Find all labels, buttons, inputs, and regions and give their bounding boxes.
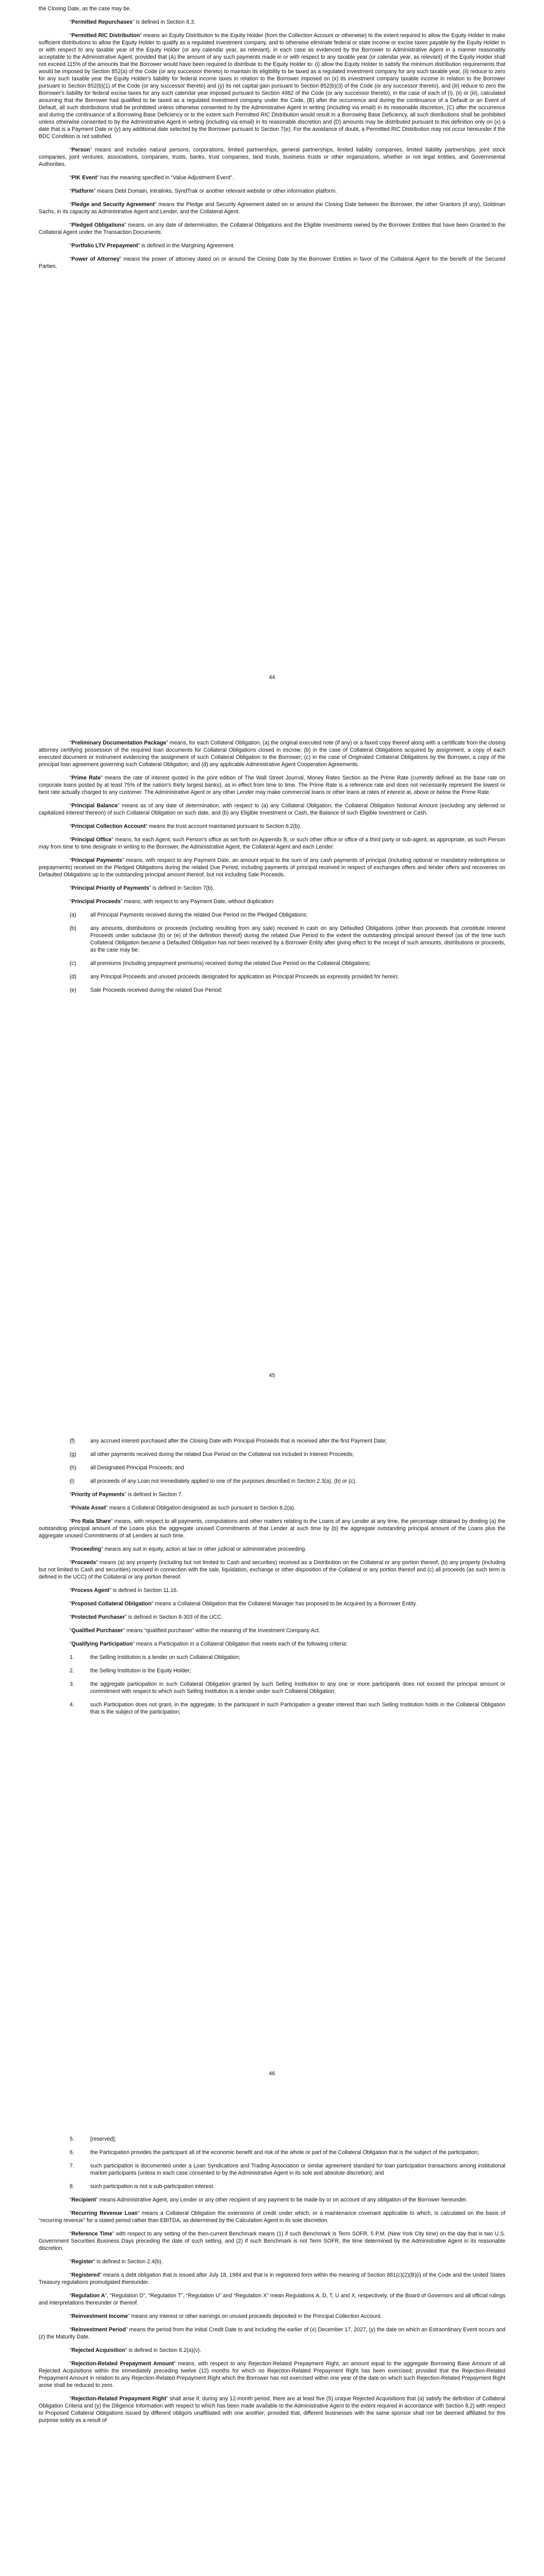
defined-term: Pledged Obligations [71,222,125,228]
definition: “Pro Rata Share” means, with respect to all payments, computations and other matters relating to the Loans of any Lender at any time, the percentage obtained by dividing (a) the outstanding principal amount of the Loans plus the aggregate unused Commitments of that Lender at such time by (b) the aggregate outstanding principal amount of the Loans plus the aggregate unused Commitments of all Lenders at such time. [39,1518,505,1539]
defined-term: Rejection-Related Prepayment Right [71,2396,167,2402]
definition: “Recipient” means Administrative Agent, any Lender or any other recipient of any payment to be made by or on account of any obligation of the Borrower hereunder. [70,2197,468,2203]
criteria-item: 8. such participation is not a sub-participation interest. [70,2183,215,2190]
defined-term: PIK Event [71,175,97,181]
definition: “Pledged Obligations” means, on any date of determination, the Collateral Obligations and the Eligible Investments owned by the Borrower Entities that have been Granted to the Collateral Agent under the Transaction Documents. [39,222,506,235]
clause-item: (f) any accrued interest purchased after the Closing Date with Principal Proceeds that is received after the first Payment Date; [70,1438,387,1444]
defined-term: Protected Purchaser [71,1614,125,1620]
defined-term: Principal Office [71,837,112,843]
page-47 [0,2102,544,2576]
clause-item: (g) all other payments received during the related Due Period on the Collateral not included in Interest Proceeds; [70,1451,354,1458]
definition: “Principal Payments” means, with respect to any Payment Date, an amount equal to the sum of any cash payments of principal (including optional or mandatory redemptions or prepayments) received on the Pledged Obligations during the related Due Period, including payments of principal received in respect of exchanges offers and tender offers and recoveries on Defaulted Obligations up to the outstanding principal amount thereof, but not including Sale Proceeds. [39,857,505,878]
page-number: 46 [269,2071,275,2077]
definition: “Prime Rate” means the rate of interest quoted in the print edition of The Wall Street Journal, Money Rates Section as the Prime Rate (currently defined as the base rate on corporate loans posted by at least 75% of the nation's thirty largest banks), as in effect from time to time. The Prime Rate is a reference rate and does not necessarily represent the lowest or best rate actually charged to any customer. The Administrative Agent or any other Lender may make commercial loans or other loans at rates of interest at, above or below the Prime Rate. [39,775,505,795]
defined-term: Proceeding [71,1546,102,1552]
lead-text: the Closing Date, as the case may be. [39,6,131,12]
definition: “Register” is defined in Section 2.4(b). [70,2259,163,2265]
defined-term: Private Asset [71,1505,106,1511]
definition: “Reinvestment Income” means any interest or other earnings on unused proceeds deposited in the Principal Collection Account. [70,2313,382,2319]
definition: “Proceeding” means any suit in equity, action at law or other judicial or administrative proceeding. [70,1546,307,1552]
defined-term: Regulation A [71,2293,105,2299]
page-45 [0,706,544,1404]
definition: “Qualifying Participation” means a Participation in a Collateral Obligation that meets each of the following criteria: [70,1641,348,1647]
definition: “Principal Collection Account” means the trust account maintained pursuant to Section 6.2(b). [70,823,302,829]
definition: “Reinvestment Period” means the period from the Initial Credit Date to and including the earlier of (x) December 17, 2027, (y) the date on which an Extraordinary Event occurs and (z) the Maturity Date. [39,2327,505,2340]
defined-term: Principal Collection Account [71,823,146,829]
definition: “Person” means and includes natural persons, corporations, limited partnerships, general partnerships, limited liability companies, limited liability partnerships, joint stock companies, joint ventures, associations, companies, trusts, banks, trust companies, land trusts, business trusts or other organizations, whether or not legal entities, and Governmental Authorities. [39,147,505,167]
definition: “Permitted RIC Distribution” means an Equity Distribution to the Equity Holder (from the Collection Account or otherwise) to the extent required to allow the Equity Holder to make sufficient distributions to allow the Equity Holder to qualify as a regulated investment company, and to otherwise eliminate federal or state income or excise taxes payable by the Equity Holder in or with respect to any taxable year of the Equity Holder (or any calendar year, as relevant), in each case as evidenced by the Borrower to Administrative Agent in a manner reasonably acceptable to the Administrative Agent; provided that (A) the amount of any such payments made in or with respect to any taxable year (or calendar year, as relevant) of the Equity Holder shall not exceed 115% of the amounts that the Borrower would have been required to distribute to the Equity Holder to: (i) allow the Equity Holder to satisfy the minimum distribution requirements that would be imposed by Section 852(a) of the Code (or any successor thereto) to maintain its eligibility to be taxed as a regulated investment company for any such taxable year, (ii) reduce to zero for any such taxable year the Equity Holder's liability for federal income taxes in relation to the Borrower imposed on (x) its investment company taxable income in relation to the Borrower pursuant to Section 852(b)(1) of the Code (or any successor thereto) and (y) its net capital gain pursuant to Section 852(b)(3) of the Code (or any successor thereto), and (iii) reduce to zero the Borrower's liability for federal excise taxes for any such calendar year imposed pursuant to Section 4982 of the Code (or any successor thereto), in the case of each of (i), (ii) or (iii), calculated assuming that the Borrower had qualified to be taxed as a regulated investment company under the Code, (B) after the occurrence and during the continuance of a Default or an Event of Default, all such distributions shall be prohibited unless otherwise consented to by the Administrative Agent in writing (including via email) in its reasonable discretion, (C) after the occurrence and during the continuance of a Borrowing Base Deficiency or to the extent such Permitted RIC Distribution would result in a Borrowing Base Deficiency, all such distributions shall be prohibited unless otherwise consented to by the Administrative Agent in writing (including via email) in its reasonable discretion and (D) amounts may be distributed pursuant to this definition only on (x) a date that is a Payment Date or (y) any additional date selected by the Borrower pursuant to Section 7(e). For the avoidance of doubt, a Permitted RIC Distribution may not occur hereunder if the BDC Condition is not satisfied. [39,32,505,140]
page-number: 44 [269,674,275,681]
defined-term: Portfolio LTV Prepayment [71,243,138,249]
definition: “Recurring Revenue Loan” means a Collateral Obligation the extensions of credit under which, or a maintenance covenant applicable to which, is calculated on the basis of “recurring revenue” for a stated period rather than EBITDA, as determined by the Calculation Agent in its sole discretion. [39,2210,505,2224]
defined-term: Permitted Repurchases [71,19,133,25]
criteria-item: 3. the aggregate participation in such Collateral Obligation granted by such Selling Institution to any one or more participants does not exceed the principal amount or commitment with respect to which such Selling Institution is a lender under such Collateral Obligation; [70,1681,505,1694]
clause-item: (a) all Principal Payments received during the related Due Period on the Pledged Obligations; [70,912,308,918]
definition: “Proceeds” means (a) any property (including but not limited to Cash and securities) received as a Distribution on the Collateral or any portion thereof, (b) any property (including but not limited to Cash and securities) received in connection with the sale, liquidation, exchange or other disposition of the Collateral or any portion thereof and (c) all proceeds (as such term is defined in the UCC) of the Collateral or any portion thereof. [39,1560,505,1580]
defined-term: Principal Payments [71,857,122,863]
page-number: 45 [269,1372,275,1379]
defined-term: Pro Rata Share [71,1518,111,1524]
criteria-item: 6. the Participation provides the participant all of the economic benefit and risk of the whole or part of the Collateral Obligation that is the subject of the participation; [70,2149,479,2156]
definition: “Principal Proceeds” means, with respect to any Payment Date, without duplication: [70,899,275,905]
defined-term: Recipient [71,2197,96,2203]
definition: “Reference Time” with respect to any setting of the then-current Benchmark means (1) if such Benchmark is Term SOFR, 5 P.M. (New York City time) on the day that is two U.S. Government Securities Business Days preceding the date of such setting, and (2) if such Benchmark is not Term SOFR, the time determined by the Administrative Agent in its reasonable discretion. [39,2231,505,2251]
defined-term: Rejected Acquisition [71,2347,125,2353]
defined-term: Qualified Purchaser [71,1628,123,1634]
defined-term: Proceeds [71,1560,96,1566]
defined-term: Principal Priority of Payments [71,885,150,891]
criteria-item: 2. the Selling Institution is the Equity Holder; [70,1668,191,1674]
criteria-item: 4. such Participation does not grant, in the aggregate, to the participant in such Participation a greater interest than such Selling Institution holds in the Collateral Obligation that is the subject of the participation; [70,1702,505,1715]
definition: “Portfolio LTV Prepayment” is defined in the Margining Agreement. [70,243,235,249]
defined-term: Permitted RIC Distribution [71,32,140,39]
clause-item: (c) all premiums (including prepayment premiums) received during the related Due Period on the Collateral Obligations; [70,960,371,967]
clause-item: (b) any amounts, distributions or proceeds (including resulting from any sale) received in cash on any Defaulted Obligations (other than proceeds that constitute Interest Proceeds under subclause (b) or (e) of the definition thereof) during the related Due Period to the extent the outstanding principal amount thereof (as of the time such Collateral Obligation became a Defaulted Obligation has not been received by a Borrower Entity after giving effect to the receipt of such amounts, distributions or proceeds, as the case may be; [70,925,505,953]
definition: “Preliminary Documentation Package” means, for each Collateral Obligation, (a) the original executed note (if any) or a faxed copy thereof along with a certificate from the closing attorney certifying possession of the required loan documents for Collateral Obligations closed in escrow; (b) in the case of Collateral Obligations acquired by assignment, a copy of each executed document or instrument evidencing the assignment of such Collateral Obligation to the Borrower; (c) in the case of Originated Collateral Obligations by the Borrower, a copy of the principal loan agreement governing such Collateral Obligation; and (d) any applicable Administrative Agent Cooperation Agreements. [39,740,505,768]
definition: “Principal Priority of Payments” is defined in Section 7(b). [70,885,215,891]
defined-term: Process Agent [71,1587,110,1594]
definition: “Permitted Repurchases” is defined in Section 8.3. [70,19,195,25]
definition: “Proposed Collateral Obligation” means a Collateral Obligation that the Collateral Manager has proposed to be Acquired by a Borrower Entity. [70,1601,417,1607]
definition: “Pledge and Security Agreement” means the Pledge and Security Agreement dated on or around the Closing Date between the Borrower, the other Grantors (if any), Goldman Sachs, in its capacity as Administrative Agent and Lender, and the Collateral Agent. [39,201,505,215]
defined-term: Power of Attorney [71,256,120,262]
clause-item: (i) all proceeds of any Loan not immediately applied to one of the purposes described in Section 2.3(a), (b) or (c). [70,1478,357,1484]
criteria-item: 5. [reserved]; [70,2136,117,2142]
definition: “Regulation A”, “Regulation D”, “Regulation T”, “Regulation U” and “Regulation X” mean Regulations A, D, T, U and X, respectively, of the Board of Governors and all official rulings and interpretations thereunder or thereof. [39,2293,506,2306]
definition: “Power of Attorney” means the power of attorney dated on or around the Closing Date by the Borrower Entities in favor of the Collateral Agent for the benefit of the Secured Parties. [39,256,505,269]
clause-item: (h) all Designated Principal Proceeds; and [70,1465,184,1471]
defined-term: Principal Balance [71,803,118,809]
definition: “Priority of Payments” is defined in Section 7. [70,1492,183,1498]
page-46 [0,1404,544,2102]
definition: “Rejection-Related Prepayment Amount” means, with respect to any Rejection-Related Prepayment Right, an amount equal to the aggregate Borrowing Base Amount of all Rejected Acquisitions within the immediately preceding twelve (12) months for which no Rejection-Related Prepayment Right has been exercised; provided that the Rejection-Related Prepayment Amount in relation to any Rejection-Related Prepayment Right which the Borrower has not exercised within one year of the date on which such Rejection-Related Prepayment Right arose shall be reduced to zero. [39,2361,505,2388]
definitions-list [39,19,505,270]
defined-term: Recurring Revenue Loan [71,2210,138,2216]
definition: “Process Agent” is defined in Section 11.16. [70,1587,178,1594]
clause-item: (e) Sale Proceeds received during the related Due Period; [70,987,223,993]
defined-term: Qualifying Participation [71,1641,133,1647]
definition: “Rejected Acquisition” is defined in Section 8.2(a)(v). [70,2347,202,2353]
definition: “PIK Event” has the meaning specified in “Value Adjustment Event”. [70,175,234,181]
defined-term: Rejection-Related Prepayment Amount [71,2361,174,2367]
definition: “Principal Office” means, for each Agent, such Person's office as set forth on Appendix B, or such other office or office of a third party or sub-agent, as appropriate, as such Person may from time to time designate in writing to the Borrower, the Administrative Agent, the Collateral Agent and each Lender. [39,837,505,850]
defined-term: Principal Proceeds [71,899,121,905]
definition: “Private Asset” means a Collateral Obligation designated as such pursuant to Section 8.2(a). [70,1505,295,1511]
defined-term: Registered [71,2272,100,2278]
definition: “Principal Balance” means as of any date of determination, with respect to (a) any Collateral Obligation, the Collateral Obligation Notional Amount (excluding any deferred or capitalized interest thereon) of such Collateral Obligation on such date, and (b) any Eligible Investment or Cash, the Balance of such Eligible Investment or Cash. [39,803,505,816]
defined-term: Person [71,147,90,153]
defined-term: Prime Rate [71,775,101,781]
defined-term: Priority of Payments [71,1492,125,1498]
defined-term: Reinvestment Income [71,2313,128,2319]
defined-term: Reference Time [71,2231,112,2237]
clause-item: (d) any Principal Proceeds and unused proceeds designated for application as Principal Proceeds as expressly provided for herein; [70,974,399,980]
definition: “Registered” means a debt obligation that is issued after July 18, 1984 and that is in registered form within the meaning of Section 881(c)(2)(B)(i) of the Code and the United States Treasury regulations promulgated thereunder. [39,2272,505,2285]
defined-term: Register [71,2259,93,2265]
defined-term: Proposed Collateral Obligation [71,1601,152,1607]
definition: “Platform” means Debt Domain, Intralinks, SyndTrak or another relevant website or other information platform. [70,188,337,194]
defined-term: Reinvestment Period [71,2327,126,2333]
page-44 [0,0,544,706]
definition: “Protected Purchaser” is defined in Section 8-303 of the UCC. [70,1614,223,1620]
definition: “Qualified Purchaser” means “qualified purchaser” within the meaning of the Investment Company Act. [70,1628,320,1634]
defined-term: Pledge and Security Agreement [71,201,155,208]
criteria-item: 7. such participation is documented under a Loan Syndications and Trading Association or similar agreement standard for loan participation transactions among institutional market participants (unless in each case consented to by the Administrative Agent in its sole and absolute discretion); and [70,2163,505,2176]
definition: “Rejection-Related Prepayment Right” shall arise if, during any 12-month period, there are at least five (5) unique Rejected Acquisitions that (a) satisfy the definition of Collateral Obligation Criteria and (y) the Diligence Information with respect to which has been made available to the Administrative Agent to the extent required in accordance with Section 8.2) with respect to Proposed Collateral Obligations issued by different obligors unaffiliated with one another; provided that, different businesses with the same sponsor shall not be deemed affiliated for this purpose solely as a result of [39,2396,506,2424]
defined-term: Preliminary Documentation Package [71,740,167,746]
criteria-item: 1. the Selling Institution is a lender on such Collateral Obligation; [70,1654,240,1660]
defined-term: Platform [71,188,94,194]
